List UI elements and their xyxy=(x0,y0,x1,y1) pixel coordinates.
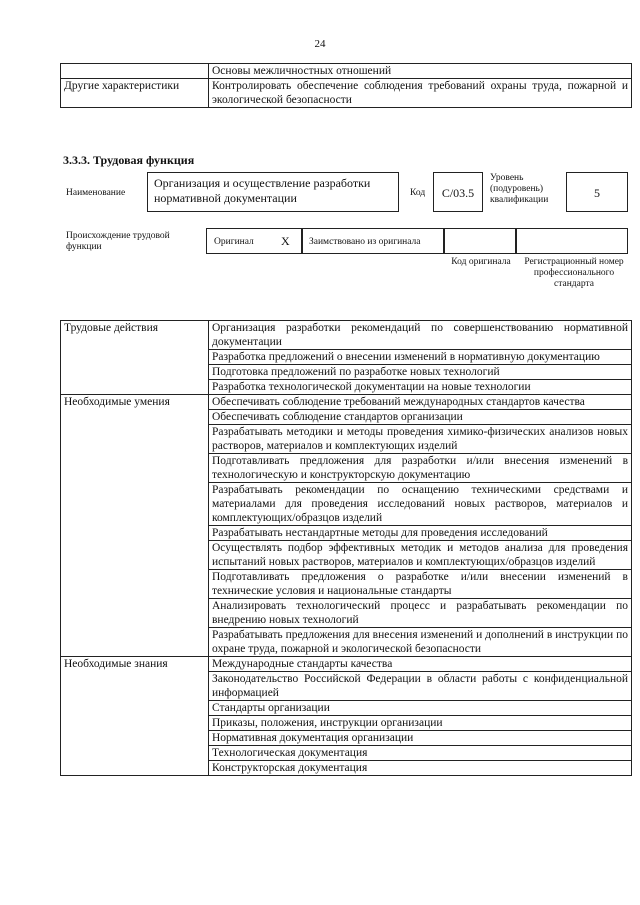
function-name-value: Организация и осуществление разработки нормативной документации xyxy=(154,176,371,205)
group-item: Стандарты организации xyxy=(209,701,632,716)
reg-number-cell xyxy=(516,228,628,254)
table-row xyxy=(61,79,632,108)
group-label: Трудовые действия xyxy=(61,321,209,395)
group-item: Приказы, положения, инструкции организации xyxy=(209,716,632,731)
group-label: Необходимые умения xyxy=(61,395,209,657)
page-number: 24 xyxy=(314,38,326,50)
original-label: Оригинал xyxy=(214,237,254,247)
level-value: 5 xyxy=(594,186,600,200)
section-title: 3.3.3. Трудовая функция xyxy=(63,153,195,167)
group-item: Технологическая документация xyxy=(209,746,632,761)
top-row-label xyxy=(61,64,209,79)
borrowed-label: Заимствовано из оригинала xyxy=(309,237,421,247)
group-item: Обеспечивать соблюдение требований международных стандартов качества xyxy=(209,395,632,410)
code-original-cell xyxy=(444,228,516,254)
table-row xyxy=(61,64,632,79)
group-item: Международные стандарты качества xyxy=(209,657,632,672)
group-label: Необходимые знания xyxy=(61,657,209,776)
group-item: Разработка предложений о внесении изменений в нормативную документацию xyxy=(209,350,632,365)
table-row xyxy=(61,657,632,672)
code-original-label: Код оригинала xyxy=(451,257,511,267)
code-value: C/03.5 xyxy=(441,186,475,200)
origin-label: Происхождение трудовой функции xyxy=(66,231,170,252)
group-item: Разрабатывать предложения для внесения изменений и дополнений в инструкции по охране труда, пожарной и экологической безопасности xyxy=(209,628,632,657)
original-mark: X xyxy=(281,234,290,248)
group-item: Нормативная документация организации xyxy=(209,731,632,746)
reg-number-label: Регистрационный номер профессионального стандарта xyxy=(524,257,624,289)
table-row xyxy=(61,321,632,350)
table-row xyxy=(61,395,632,410)
level-box xyxy=(566,172,628,212)
group-item: Осуществлять подбор эффективных методик и методов анализа для проведения испытаний новых растворов, материалов и комплектующих/образцов изделий xyxy=(209,541,632,570)
group-item: Конструкторская документация xyxy=(209,761,632,776)
top-table xyxy=(60,63,632,108)
name-label: Наименование xyxy=(66,188,126,198)
code-label: Код xyxy=(410,188,426,198)
level-label: Уровень (подуровень) квалификации xyxy=(490,173,549,205)
group-item: Разрабатывать нестандартные методы для проведения исследований xyxy=(209,526,632,541)
group-item: Разрабатывать методики и методы проведения химико-физических анализов новых растворов, материалов и комплектующих изделий xyxy=(209,425,632,454)
group-item: Подготавливать предложения для разработки и/или внесения изменений в технологическую и конструкторскую документацию xyxy=(209,454,632,483)
group-item: Законодательство Российской Федерации в области работы с конфиденциальной информацией xyxy=(209,672,632,701)
borrowed-cell xyxy=(302,228,444,254)
group-item: Обеспечивать соблюдение стандартов организации xyxy=(209,410,632,425)
group-item: Разрабатывать рекомендации по оснащению техническими средствами и материалами для проведения исследований новых растворов, материалов и комплектующих/образцов изделий xyxy=(209,483,632,526)
function-name-box xyxy=(147,172,399,212)
top-row-value: Контролировать обеспечение соблюдения требований охраны труда, пожарной и экологической безопасности xyxy=(209,79,632,108)
group-item: Анализировать технологический процесс и разрабатывать рекомендации по внедрению новых технологий xyxy=(209,599,632,628)
top-row-value: Основы межличностных отношений xyxy=(209,64,632,79)
group-item: Подготовка предложений по разработке новых технологий xyxy=(209,365,632,380)
top-row-label: Другие характеристики xyxy=(61,79,209,108)
original-cell xyxy=(206,228,302,254)
group-item: Подготавливать предложения о разработке и/или внесении изменений в технические условия и национальные стандарты xyxy=(209,570,632,599)
main-table xyxy=(60,320,632,776)
group-item: Организация разработки рекомендаций по совершенствованию нормативной документации xyxy=(209,321,632,350)
code-box xyxy=(433,172,483,212)
group-item: Разработка технологической документации на новые технологии xyxy=(209,380,632,395)
